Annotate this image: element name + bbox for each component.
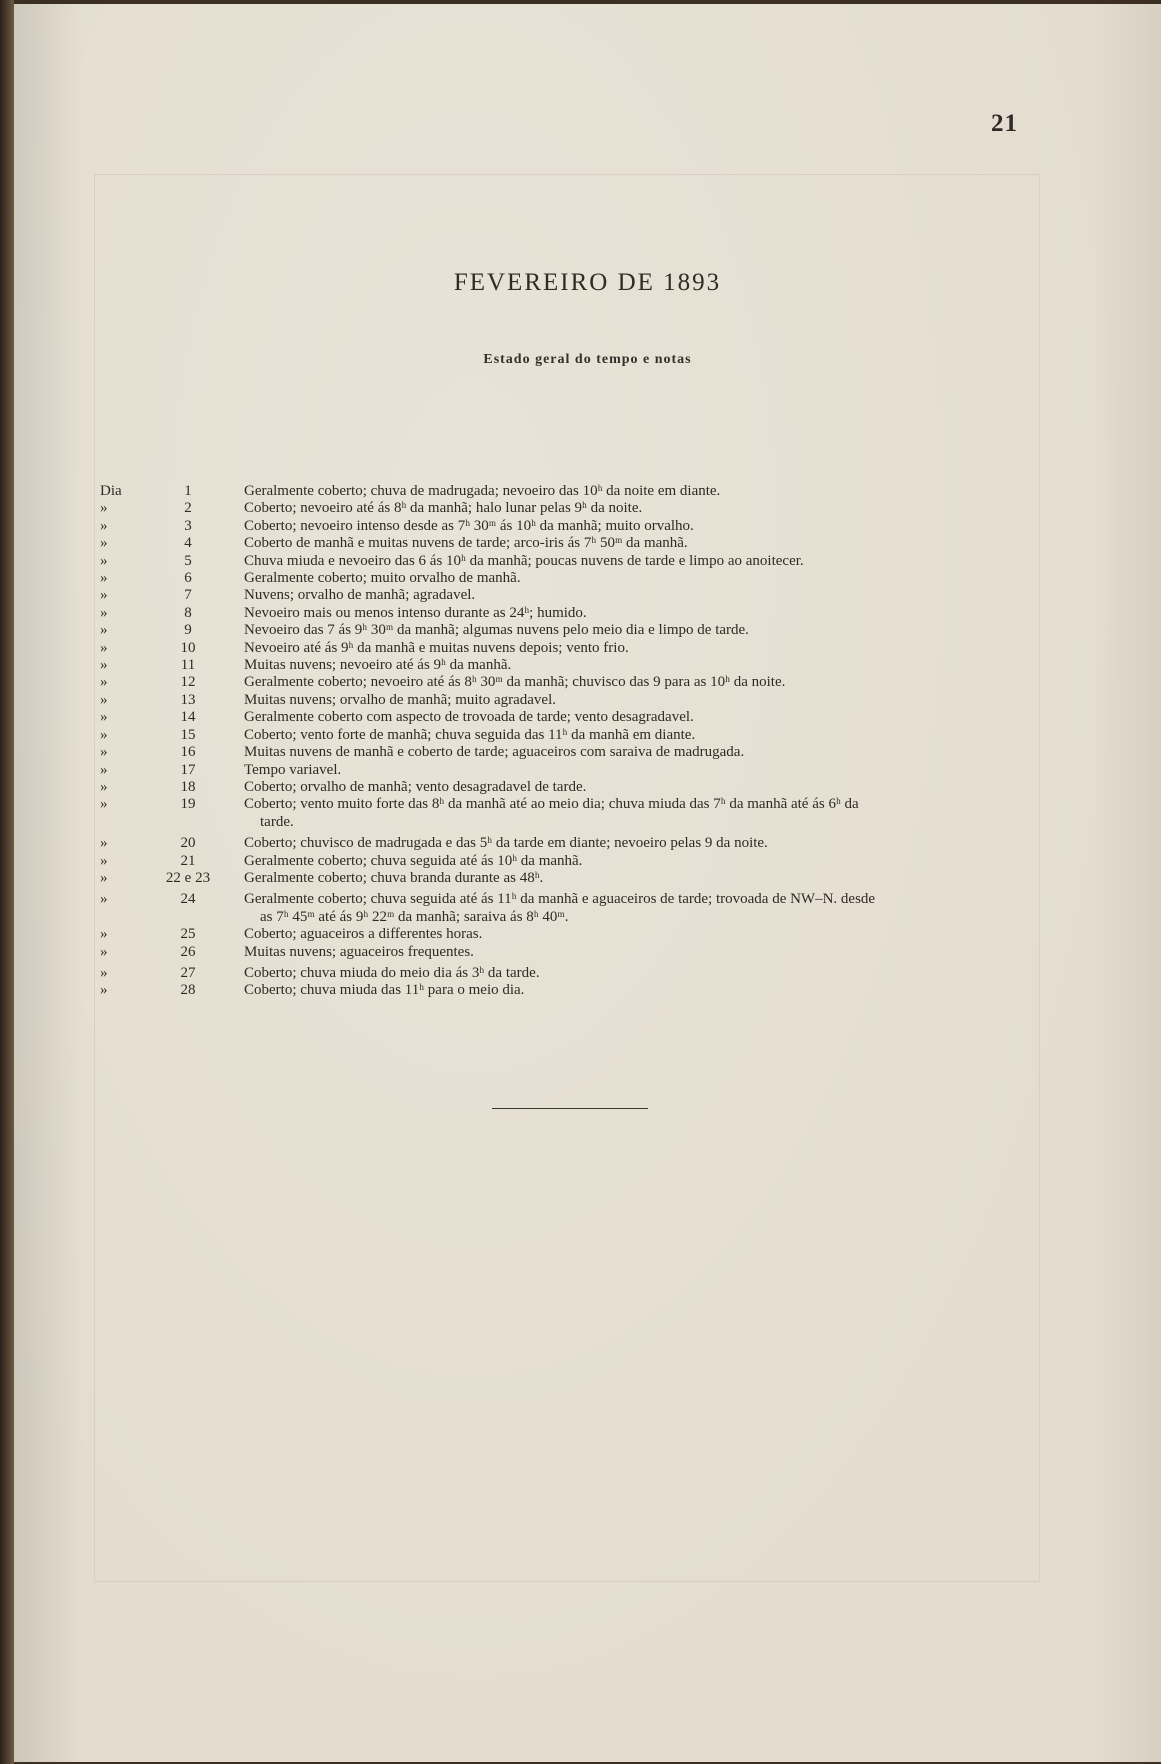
day-note: Geralmente coberto; chuva branda durante as 48ʰ.	[244, 869, 544, 886]
day-entry	[86, 926, 1046, 943]
day-label: »	[100, 552, 108, 569]
day-label: »	[100, 587, 108, 604]
day-entry	[86, 692, 1046, 709]
day-entry	[86, 835, 1046, 852]
day-label: »	[100, 657, 108, 674]
page-number: 21	[991, 110, 1018, 137]
day-note: Geralmente coberto; chuva seguida até ás 11ʰ da manhã e aguaceiros de tarde; trovoada de NW–N. desde	[244, 891, 876, 908]
day-number: 15	[180, 726, 196, 743]
day-number: 6	[184, 570, 192, 587]
day-number: 17	[180, 761, 196, 778]
day-note: Coberto; nevoeiro até ás 8ʰ da manhã; halo lunar pelas 9ʰ da noite.	[244, 500, 643, 517]
day-note-continuation: as 7ʰ 45ᵐ até ás 9ʰ 22ᵐ da manhã; saraiva ás 8ʰ 40ᵐ.	[260, 908, 569, 925]
day-note: Nevoeiro das 7 ás 9ʰ 30ᵐ da manhã; algumas nuvens pelo meio dia e limpo de tarde.	[244, 622, 749, 639]
day-entry	[86, 518, 1046, 535]
day-number: 13	[180, 691, 196, 708]
day-entry	[86, 622, 1046, 639]
day-number: 16	[180, 744, 196, 761]
page-subtitle: Estado geral do tempo e notas	[483, 352, 692, 367]
day-number: 22 e 23	[165, 869, 211, 886]
day-note: Coberto; chuvisco de madrugada e das 5ʰ da tarde em diante; nevoeiro pelas 9 da noite.	[244, 835, 768, 852]
day-note: Geralmente coberto; muito orvalho de manhã.	[244, 570, 521, 587]
day-entry	[86, 944, 1046, 961]
day-entry	[86, 553, 1046, 570]
day-number: 1	[184, 483, 192, 499]
day-number: 9	[184, 622, 192, 639]
day-label: »	[100, 674, 108, 691]
day-number: 11	[180, 657, 196, 674]
day-label: »	[100, 964, 108, 981]
day-note: Muitas nuvens; nevoeiro até ás 9ʰ da manhã.	[244, 657, 512, 674]
day-entry	[86, 796, 1046, 831]
day-label: »	[100, 639, 108, 656]
day-label: »	[100, 709, 108, 726]
day-number: 14	[180, 709, 196, 726]
day-label: »	[100, 891, 108, 908]
day-entry	[86, 483, 1046, 500]
day-note: Coberto de manhã e muitas nuvens de tarde; arco-iris ás 7ʰ 50ᵐ da manhã.	[244, 535, 688, 552]
day-entry	[86, 982, 1046, 999]
day-label: Dia	[100, 483, 122, 499]
day-note: Nuvens; orvalho de manhã; agradavel.	[244, 587, 476, 604]
day-number: 19	[180, 796, 196, 813]
book-spine-edge	[0, 0, 14, 1764]
day-entry	[86, 587, 1046, 604]
day-entry	[86, 640, 1046, 657]
day-note: Coberto; orvalho de manhã; vento desagradavel de tarde.	[244, 778, 587, 795]
day-number: 2	[184, 500, 192, 517]
day-label: »	[100, 744, 108, 761]
day-note-continuation: tarde.	[260, 813, 294, 830]
day-label: »	[100, 943, 108, 960]
day-entry	[86, 870, 1046, 887]
day-label: »	[100, 835, 108, 852]
day-number: 3	[184, 517, 192, 534]
day-number: 12	[180, 674, 196, 691]
day-note: Geralmente coberto; chuva seguida até ás 10ʰ da manhã.	[244, 852, 583, 869]
day-label: »	[100, 517, 108, 534]
day-label: »	[100, 535, 108, 552]
day-number: 24	[180, 891, 196, 908]
day-label: »	[100, 796, 108, 813]
day-note: Coberto; chuva miuda do meio dia ás 3ʰ da tarde.	[244, 964, 540, 981]
day-note: Coberto; chuva miuda das 11ʰ para o meio dia.	[244, 982, 525, 999]
day-label: »	[100, 761, 108, 778]
day-label: »	[100, 982, 108, 999]
day-label: »	[100, 500, 108, 517]
day-number: 18	[180, 778, 196, 795]
day-label: »	[100, 852, 108, 869]
day-note: Geralmente coberto; chuva de madrugada; nevoeiro das 10ʰ da noite em diante.	[244, 483, 721, 499]
day-entry	[86, 535, 1046, 552]
day-number: 27	[180, 964, 196, 981]
day-entry	[86, 744, 1046, 761]
day-label: »	[100, 604, 108, 621]
day-number: 8	[184, 604, 192, 621]
day-label: »	[100, 622, 108, 639]
day-note: Muitas nuvens de manhã e coberto de tarde; aguaceiros com saraiva de madrugada.	[244, 744, 745, 761]
day-entry	[86, 965, 1046, 982]
day-entry	[86, 762, 1046, 779]
day-entry	[86, 891, 1046, 926]
day-entry	[86, 727, 1046, 744]
day-number: 7	[184, 587, 192, 604]
closing-rule	[492, 1108, 648, 1109]
day-label: »	[100, 778, 108, 795]
day-note: Coberto; nevoeiro intenso desde as 7ʰ 30ᵐ ás 10ʰ da manhã; muito orvalho.	[244, 517, 694, 534]
day-note: Nevoeiro mais ou menos intenso durante as 24ʰ; humido.	[244, 604, 587, 621]
day-number: 26	[180, 943, 196, 960]
day-entry	[86, 779, 1046, 796]
day-note: Geralmente coberto; nevoeiro até ás 8ʰ 30ᵐ da manhã; chuvisco das 9 para as 10ʰ da noite.	[244, 674, 786, 691]
day-entry	[86, 853, 1046, 870]
day-note: Coberto; aguaceiros a differentes horas.	[244, 926, 483, 943]
day-note: Muitas nuvens; aguaceiros frequentes.	[244, 943, 474, 960]
day-entry	[86, 570, 1046, 587]
day-label: »	[100, 691, 108, 708]
day-note: Coberto; vento forte de manhã; chuva seguida das 11ʰ da manhã em diante.	[244, 726, 696, 743]
page-sheet	[14, 4, 1161, 1762]
day-entry	[86, 605, 1046, 622]
day-entry	[86, 709, 1046, 726]
day-entry	[86, 657, 1046, 674]
day-number: 25	[180, 926, 196, 943]
day-number: 20	[180, 835, 196, 852]
day-label: »	[100, 869, 108, 886]
day-entry	[86, 500, 1046, 517]
weather-notes-list	[86, 483, 1046, 1000]
day-label: »	[100, 726, 108, 743]
day-number: 5	[184, 552, 192, 569]
day-number: 21	[180, 852, 196, 869]
day-number: 4	[184, 535, 192, 552]
day-note: Geralmente coberto com aspecto de trovoada de tarde; vento desagradavel.	[244, 709, 694, 726]
day-note: Chuva miuda e nevoeiro das 6 ás 10ʰ da manhã; poucas nuvens de tarde e limpo ao anoitecer.	[244, 552, 804, 569]
page-title: FEVEREIRO DE 1893	[453, 269, 722, 296]
day-label: »	[100, 926, 108, 943]
day-note: Coberto; vento muito forte das 8ʰ da manhã até ao meio dia; chuva miuda das 7ʰ da manhã até ás 6ʰ da	[244, 796, 859, 813]
day-label: »	[100, 570, 108, 587]
day-number: 10	[180, 639, 196, 656]
day-note: Muitas nuvens; orvalho de manhã; muito agradavel.	[244, 691, 557, 708]
day-note: Nevoeiro até ás 9ʰ da manhã e muitas nuvens depois; vento frio.	[244, 639, 629, 656]
day-entry	[86, 674, 1046, 691]
day-number: 28	[180, 982, 196, 999]
day-note: Tempo variavel.	[244, 761, 342, 778]
